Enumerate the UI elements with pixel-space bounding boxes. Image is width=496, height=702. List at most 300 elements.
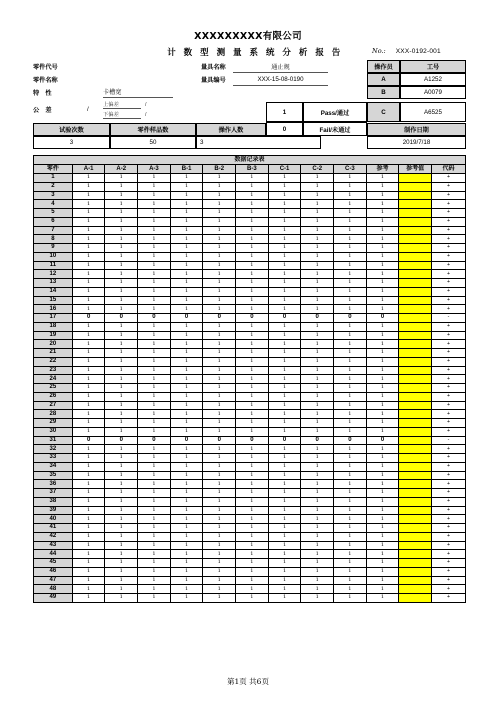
value-cell: 1 xyxy=(236,567,269,576)
code-cell: + xyxy=(432,567,466,576)
value-cell: 1 xyxy=(203,357,236,366)
value-cell: 1 xyxy=(170,217,203,226)
code-cell: + xyxy=(432,524,466,533)
value-cell: 1 xyxy=(72,200,105,209)
value-cell: 1 xyxy=(301,287,334,296)
value-cell: 1 xyxy=(366,217,399,226)
characteristic-label: 特 性 xyxy=(33,90,52,97)
value-cell: 1 xyxy=(236,340,269,349)
value-cell: 0 xyxy=(268,436,301,445)
reference-value-cell xyxy=(399,366,432,375)
value-cell: 1 xyxy=(72,296,105,305)
part-number-cell: 24 xyxy=(34,375,73,384)
value-cell: 1 xyxy=(236,515,269,524)
code-cell: + xyxy=(432,244,466,253)
value-cell: 1 xyxy=(203,217,236,226)
value-cell: 1 xyxy=(203,410,236,419)
gauge-no-label: 量具编号 xyxy=(201,77,226,84)
table-row xyxy=(34,349,466,358)
value-cell: 1 xyxy=(366,270,399,279)
value-cell: 1 xyxy=(334,550,367,559)
value-cell: 1 xyxy=(301,410,334,419)
value-cell: 1 xyxy=(203,235,236,244)
value-cell: 0 xyxy=(301,436,334,445)
value-cell: 1 xyxy=(138,200,171,209)
upper-deviation-value: / xyxy=(145,101,147,108)
table-row xyxy=(34,279,466,288)
part-number-cell: 41 xyxy=(34,524,73,533)
code-cell: + xyxy=(432,182,466,191)
code-cell: + xyxy=(432,287,466,296)
value-cell: 1 xyxy=(268,585,301,594)
value-cell: 1 xyxy=(268,340,301,349)
value-cell: 1 xyxy=(334,305,367,314)
value-cell: 1 xyxy=(105,559,138,568)
value-cell: 1 xyxy=(236,384,269,393)
value-cell: 1 xyxy=(105,384,138,393)
value-cell: 1 xyxy=(72,506,105,515)
value-cell: 1 xyxy=(138,462,171,471)
value-cell: 1 xyxy=(72,550,105,559)
value-cell: 1 xyxy=(366,541,399,550)
value-cell: 1 xyxy=(268,427,301,436)
table-row xyxy=(34,270,466,279)
value-cell: 1 xyxy=(72,340,105,349)
code-cell: + xyxy=(432,559,466,568)
value-cell: 1 xyxy=(236,357,269,366)
value-cell: 1 xyxy=(203,384,236,393)
value-cell: 1 xyxy=(334,515,367,524)
value-cell: 1 xyxy=(105,532,138,541)
value-cell: 1 xyxy=(236,427,269,436)
table-row xyxy=(34,226,466,235)
value-cell: 1 xyxy=(268,200,301,209)
part-number-cell: 33 xyxy=(34,454,73,463)
value-cell: 1 xyxy=(170,559,203,568)
code-cell: + xyxy=(432,261,466,270)
value-cell: 1 xyxy=(203,182,236,191)
reference-value-cell xyxy=(399,550,432,559)
part-number-cell: 19 xyxy=(34,331,73,340)
value-cell: 1 xyxy=(301,296,334,305)
value-cell: 1 xyxy=(334,585,367,594)
part-number-cell: 8 xyxy=(34,235,73,244)
table-row xyxy=(34,532,466,541)
code-cell: + xyxy=(432,349,466,358)
value-cell: 1 xyxy=(138,445,171,454)
value-cell: 1 xyxy=(170,497,203,506)
code-cell: + xyxy=(432,462,466,471)
reference-value-cell xyxy=(399,384,432,393)
value-cell: 1 xyxy=(105,270,138,279)
code-cell: + xyxy=(432,384,466,393)
value-cell: 1 xyxy=(138,497,171,506)
value-cell: 1 xyxy=(203,419,236,428)
company-name: XXXXXXXXX有限公司 xyxy=(194,31,302,42)
value-cell: 1 xyxy=(203,252,236,261)
value-cell: 1 xyxy=(236,550,269,559)
value-cell: 1 xyxy=(334,226,367,235)
value-cell: 1 xyxy=(203,515,236,524)
value-cell: 1 xyxy=(72,515,105,524)
value-cell: 1 xyxy=(334,401,367,410)
value-cell: 1 xyxy=(236,182,269,191)
column-header: 零件 xyxy=(34,165,73,174)
column-header: B-2 xyxy=(203,165,236,174)
value-cell: 1 xyxy=(170,489,203,498)
value-cell: 1 xyxy=(334,287,367,296)
value-cell: 1 xyxy=(170,340,203,349)
gauge-no-value: XXX-15-08-0190 xyxy=(233,74,328,86)
value-cell: 1 xyxy=(170,331,203,340)
value-cell: 1 xyxy=(138,401,171,410)
value-cell: 1 xyxy=(72,331,105,340)
value-cell: 1 xyxy=(203,532,236,541)
value-cell: 1 xyxy=(170,427,203,436)
value-cell: 1 xyxy=(301,497,334,506)
value-cell: 1 xyxy=(236,541,269,550)
value-cell: 1 xyxy=(301,594,334,603)
value-cell: 1 xyxy=(268,305,301,314)
part-number-cell: 15 xyxy=(34,296,73,305)
value-cell: 1 xyxy=(268,296,301,305)
value-cell: 1 xyxy=(236,392,269,401)
value-cell: 1 xyxy=(334,200,367,209)
value-cell: 1 xyxy=(268,489,301,498)
value-cell: 1 xyxy=(105,217,138,226)
value-cell: 1 xyxy=(268,384,301,393)
table-row xyxy=(34,567,466,576)
code-cell: + xyxy=(432,174,466,183)
value-cell: 1 xyxy=(366,322,399,331)
value-cell: 1 xyxy=(334,357,367,366)
value-cell: 1 xyxy=(72,244,105,253)
code-cell: + xyxy=(432,235,466,244)
code-cell: + xyxy=(432,226,466,235)
column-header: C-3 xyxy=(334,165,367,174)
value-cell: 1 xyxy=(366,497,399,506)
value-cell: 1 xyxy=(236,200,269,209)
part-number-cell: 32 xyxy=(34,445,73,454)
reference-value-cell xyxy=(399,489,432,498)
value-cell: 1 xyxy=(203,366,236,375)
value-cell: 1 xyxy=(334,244,367,253)
value-cell: 1 xyxy=(203,331,236,340)
value-cell: 1 xyxy=(268,366,301,375)
value-cell: 1 xyxy=(366,471,399,480)
value-cell: 1 xyxy=(334,217,367,226)
value-cell: 1 xyxy=(268,191,301,200)
value-cell: 1 xyxy=(236,480,269,489)
reference-value-cell xyxy=(399,182,432,191)
value-cell: 1 xyxy=(301,209,334,218)
reference-value-cell xyxy=(399,209,432,218)
value-cell: 1 xyxy=(334,322,367,331)
code-cell: + xyxy=(432,305,466,314)
value-cell: 0 xyxy=(301,314,334,323)
date-value: 2019/7/18 xyxy=(367,136,466,149)
value-cell: 1 xyxy=(366,279,399,288)
value-cell: 1 xyxy=(301,261,334,270)
value-cell: 1 xyxy=(366,366,399,375)
table-row xyxy=(34,235,466,244)
value-cell: 1 xyxy=(105,497,138,506)
part-number-cell: 13 xyxy=(34,279,73,288)
value-cell: 1 xyxy=(170,182,203,191)
value-cell: 1 xyxy=(334,576,367,585)
value-cell: 0 xyxy=(334,314,367,323)
value-cell: 1 xyxy=(138,331,171,340)
samples-label: 零件样品数 xyxy=(110,123,196,136)
table-row xyxy=(34,594,466,603)
value-cell: 1 xyxy=(72,427,105,436)
value-cell: 1 xyxy=(72,585,105,594)
value-cell: 1 xyxy=(170,174,203,183)
reference-value-cell xyxy=(399,375,432,384)
value-cell: 1 xyxy=(105,191,138,200)
part-number-cell: 26 xyxy=(34,392,73,401)
value-cell: 1 xyxy=(301,384,334,393)
value-cell: 1 xyxy=(301,532,334,541)
value-cell: 1 xyxy=(334,594,367,603)
table-title: 数据记录表 xyxy=(34,156,466,165)
value-cell: 1 xyxy=(105,375,138,384)
column-header: 参考值 xyxy=(399,165,432,174)
part-number-cell: 10 xyxy=(34,252,73,261)
table-row xyxy=(34,392,466,401)
part-number-cell: 4 xyxy=(34,200,73,209)
value-cell: 1 xyxy=(203,541,236,550)
value-cell: 1 xyxy=(268,410,301,419)
value-cell: 1 xyxy=(366,375,399,384)
value-cell: 1 xyxy=(203,392,236,401)
value-cell: 1 xyxy=(72,524,105,533)
value-cell: 1 xyxy=(366,419,399,428)
value-cell: 1 xyxy=(301,471,334,480)
value-cell: 1 xyxy=(334,480,367,489)
reference-value-cell xyxy=(399,305,432,314)
value-cell: 1 xyxy=(72,576,105,585)
value-cell: 1 xyxy=(170,401,203,410)
value-cell: 1 xyxy=(334,270,367,279)
value-cell: 0 xyxy=(138,436,171,445)
data-record-table xyxy=(33,155,466,603)
value-cell: 1 xyxy=(268,331,301,340)
value-cell: 1 xyxy=(105,340,138,349)
value-cell: 1 xyxy=(138,349,171,358)
table-row xyxy=(34,427,466,436)
value-cell: 1 xyxy=(366,454,399,463)
code-cell: + xyxy=(432,200,466,209)
reference-value-cell xyxy=(399,454,432,463)
value-cell: 1 xyxy=(268,506,301,515)
value-cell: 1 xyxy=(105,594,138,603)
value-cell: 1 xyxy=(72,471,105,480)
table-row xyxy=(34,305,466,314)
code-cell: + xyxy=(432,576,466,585)
value-cell: 1 xyxy=(301,322,334,331)
code-cell: + xyxy=(432,331,466,340)
value-cell: 1 xyxy=(334,392,367,401)
value-cell: 1 xyxy=(170,454,203,463)
header-info-block xyxy=(33,60,466,150)
table-row xyxy=(34,445,466,454)
value-cell: 1 xyxy=(301,454,334,463)
table-row xyxy=(34,550,466,559)
value-cell: 1 xyxy=(236,576,269,585)
table-row xyxy=(34,244,466,253)
value-cell: 1 xyxy=(268,252,301,261)
value-cell: 0 xyxy=(236,314,269,323)
reference-value-cell xyxy=(399,235,432,244)
value-cell: 1 xyxy=(138,217,171,226)
value-cell: 1 xyxy=(72,410,105,419)
value-cell: 1 xyxy=(334,174,367,183)
value-cell: 1 xyxy=(301,366,334,375)
value-cell: 0 xyxy=(203,314,236,323)
reference-value-cell xyxy=(399,174,432,183)
value-cell: 1 xyxy=(334,384,367,393)
value-cell: 1 xyxy=(268,559,301,568)
part-number-cell: 21 xyxy=(34,349,73,358)
value-cell: 1 xyxy=(334,497,367,506)
operator-b-id: A0079 xyxy=(400,86,466,99)
value-cell: 1 xyxy=(268,515,301,524)
value-cell: 1 xyxy=(268,445,301,454)
value-cell: 1 xyxy=(72,567,105,576)
value-cell: 1 xyxy=(268,217,301,226)
value-cell: 1 xyxy=(138,567,171,576)
value-cell: 1 xyxy=(203,454,236,463)
part-number-cell: 28 xyxy=(34,410,73,419)
page-footer: 第1页 共6页 xyxy=(227,677,269,686)
value-cell: 1 xyxy=(105,392,138,401)
value-cell: 1 xyxy=(366,182,399,191)
value-cell: 1 xyxy=(138,392,171,401)
value-cell: 1 xyxy=(138,366,171,375)
table-row xyxy=(34,515,466,524)
value-cell: 1 xyxy=(72,559,105,568)
value-cell: 1 xyxy=(72,401,105,410)
value-cell: 1 xyxy=(203,322,236,331)
value-cell: 1 xyxy=(170,235,203,244)
value-cell: 1 xyxy=(170,200,203,209)
part-number-cell: 20 xyxy=(34,340,73,349)
code-cell: + xyxy=(432,585,466,594)
table-row xyxy=(34,200,466,209)
value-cell: 1 xyxy=(301,226,334,235)
part-name-label: 零件名称 xyxy=(33,77,58,84)
part-number-cell: 14 xyxy=(34,287,73,296)
value-cell: 1 xyxy=(236,296,269,305)
value-cell: 1 xyxy=(105,331,138,340)
value-cell: 1 xyxy=(334,366,367,375)
value-cell: 1 xyxy=(138,410,171,419)
part-number-cell: 16 xyxy=(34,305,73,314)
code-cell: + xyxy=(432,427,466,436)
operator-c-name: C xyxy=(367,102,400,122)
table-row xyxy=(34,436,466,445)
value-cell: 1 xyxy=(268,524,301,533)
value-cell: 1 xyxy=(268,182,301,191)
value-cell: 1 xyxy=(203,226,236,235)
code-cell: + xyxy=(432,532,466,541)
value-cell: 1 xyxy=(203,279,236,288)
part-number-cell: 46 xyxy=(34,567,73,576)
value-cell: 1 xyxy=(170,471,203,480)
code-cell: + xyxy=(432,506,466,515)
table-row xyxy=(34,182,466,191)
report-number-label: No.: xyxy=(372,47,386,55)
value-cell: 1 xyxy=(72,279,105,288)
value-cell: 1 xyxy=(203,375,236,384)
value-cell: 1 xyxy=(236,235,269,244)
reference-value-cell xyxy=(399,340,432,349)
value-cell: 1 xyxy=(301,567,334,576)
part-number-cell: 3 xyxy=(34,191,73,200)
table-row xyxy=(34,384,466,393)
reference-value-cell xyxy=(399,576,432,585)
operator-header: 操作员 xyxy=(367,60,400,73)
value-cell: 1 xyxy=(268,594,301,603)
value-cell: 1 xyxy=(334,541,367,550)
value-cell: 1 xyxy=(301,174,334,183)
samples-value: 50 xyxy=(110,136,196,149)
value-cell: 1 xyxy=(236,226,269,235)
value-cell: 1 xyxy=(236,401,269,410)
value-cell: 1 xyxy=(301,217,334,226)
value-cell: 1 xyxy=(138,209,171,218)
value-cell: 0 xyxy=(105,436,138,445)
value-cell: 1 xyxy=(301,235,334,244)
gauge-name-value: 通止规 xyxy=(233,61,328,73)
value-cell: 1 xyxy=(203,261,236,270)
value-cell: 1 xyxy=(105,550,138,559)
value-cell: 1 xyxy=(334,427,367,436)
code-cell: + xyxy=(432,594,466,603)
reference-value-cell xyxy=(399,497,432,506)
part-number-cell: 17 xyxy=(34,314,73,323)
value-cell: 1 xyxy=(366,261,399,270)
part-number-cell: 40 xyxy=(34,515,73,524)
reference-value-cell xyxy=(399,410,432,419)
value-cell: 1 xyxy=(334,235,367,244)
value-cell: 1 xyxy=(366,191,399,200)
value-cell: 1 xyxy=(334,506,367,515)
value-cell: 1 xyxy=(334,279,367,288)
value-cell: 1 xyxy=(366,392,399,401)
value-cell: 1 xyxy=(301,427,334,436)
value-cell: 1 xyxy=(170,270,203,279)
part-number-cell: 37 xyxy=(34,489,73,498)
job-no-header: 工号 xyxy=(400,60,466,73)
value-cell: 1 xyxy=(72,174,105,183)
table-row xyxy=(34,296,466,305)
code-cell: + xyxy=(432,401,466,410)
value-cell: 1 xyxy=(301,392,334,401)
value-cell: 1 xyxy=(72,489,105,498)
value-cell: 1 xyxy=(170,576,203,585)
value-cell: 1 xyxy=(301,244,334,253)
value-cell: 1 xyxy=(105,541,138,550)
value-cell: 1 xyxy=(203,209,236,218)
value-cell: 1 xyxy=(170,410,203,419)
part-number-cell: 2 xyxy=(34,182,73,191)
value-cell: 1 xyxy=(334,209,367,218)
value-cell: 1 xyxy=(366,515,399,524)
value-cell: 1 xyxy=(366,235,399,244)
value-cell: 1 xyxy=(170,585,203,594)
